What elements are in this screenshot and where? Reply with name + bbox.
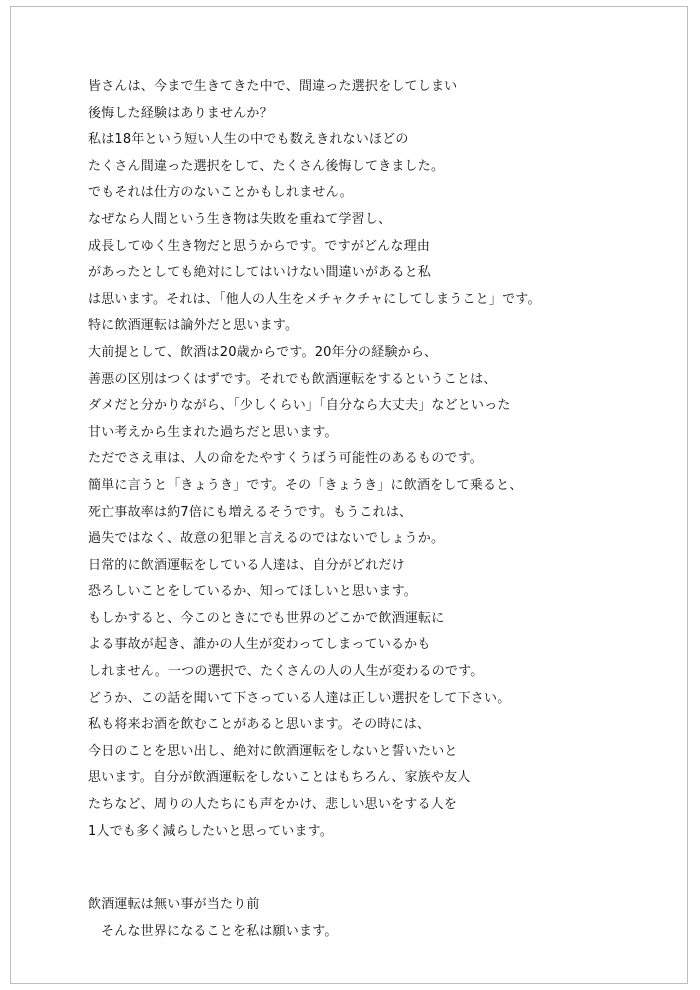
essay-line: 過失ではなく、故意の犯罪と言えるのではないでしょうか。 [88,531,445,547]
closing-line: 飲酒運転は無い事が当たり前 [88,897,260,912]
essay-line: 特に飲酒運転は論外だと思います。 [88,318,299,334]
essay-line: 私は18年という短い人生の中でも数えきれないほどの [88,132,409,148]
essay-line: でもそれは仕方のないことかもしれません。 [88,185,353,201]
essay-line: 簡単に言うと「きょうき」です。その「きょうき」に飲酒をして乗ると、 [88,477,523,493]
essay-line: よる事故が起き、誰かの人生が変わってしまっているかも [88,637,431,653]
essay-line: ダメだと分かりながら、「少しくらい」「自分なら大丈夫」などといった [88,398,511,414]
essay-line: 成長してゆく生き物だと思うからです。ですがどんな理由 [88,238,431,254]
essay-line: たちなど、周りの人たちにも声をかけ、悲しい思いをする人を [88,797,458,813]
essay-line: なぜなら人間という生き物は失敗を重ねて学習し、 [88,211,392,227]
essay-line: しれません。一つの選択で、たくさんの人の人生が変わるのです。 [88,664,484,680]
essay-line: 甘い考えから生まれた過ちだと思います。 [88,424,338,440]
essay-line: ただでさえ車は、人の命をたやすくうばう可能性のあるものです。 [88,451,483,467]
essay-line: 1人でも多く減らしたいと思っています。 [88,823,334,839]
essay-line: 今日のことを思い出し、絶対に飲酒運転をしないと誓いたいと [88,743,458,759]
essay-line: どうか、この話を聞いて下さっている人達は正しい選択をして下さい。 [88,690,511,706]
essay-line: 恐ろしいことをしているか、知ってほしいと思います。 [88,584,417,600]
closing-line-indented: そんな世界になることを私は願います。 [101,923,338,939]
essay-body [88,74,558,845]
essay-line: 後悔した経験はありませんか？ [88,105,273,121]
essay-line: 私も将来お酒を飲むことがあると思います。その時には、 [88,717,431,733]
essay-line: は思います。それは、「他人の人生をメチャクチャにしてしまうこと」です。 [88,291,541,307]
essay-line: 死亡事故率は約7倍にも増えるそうです。もうこれは、 [88,504,413,520]
essay-line: 皆さんは、今まで生きてきた中で、間違った選択をしてしまい [88,79,458,94]
essay-line: たくさん間違った選択をして、たくさん後悔してきました。 [88,158,445,174]
essay-line: 日常的に飲酒運転をしている人達は、自分がどれだけ [88,557,405,573]
closing-statement [88,892,558,945]
essay-line: があったとしても絶対にしてはいけない間違いがあると私 [88,265,432,281]
essay-line: 大前提として、飲酒は20歳からです。20年分の経験から、 [88,344,438,360]
essay-line: もしかすると、今このときにでも世界のどこかで飲酒運転に [88,610,445,626]
essay-line: 善悪の区別はつくはずです。それでも飲酒運転をするということは、 [88,371,497,387]
essay-line: 思います。自分が飲酒運転をしないことはもちろん、家族や友人 [88,770,471,786]
